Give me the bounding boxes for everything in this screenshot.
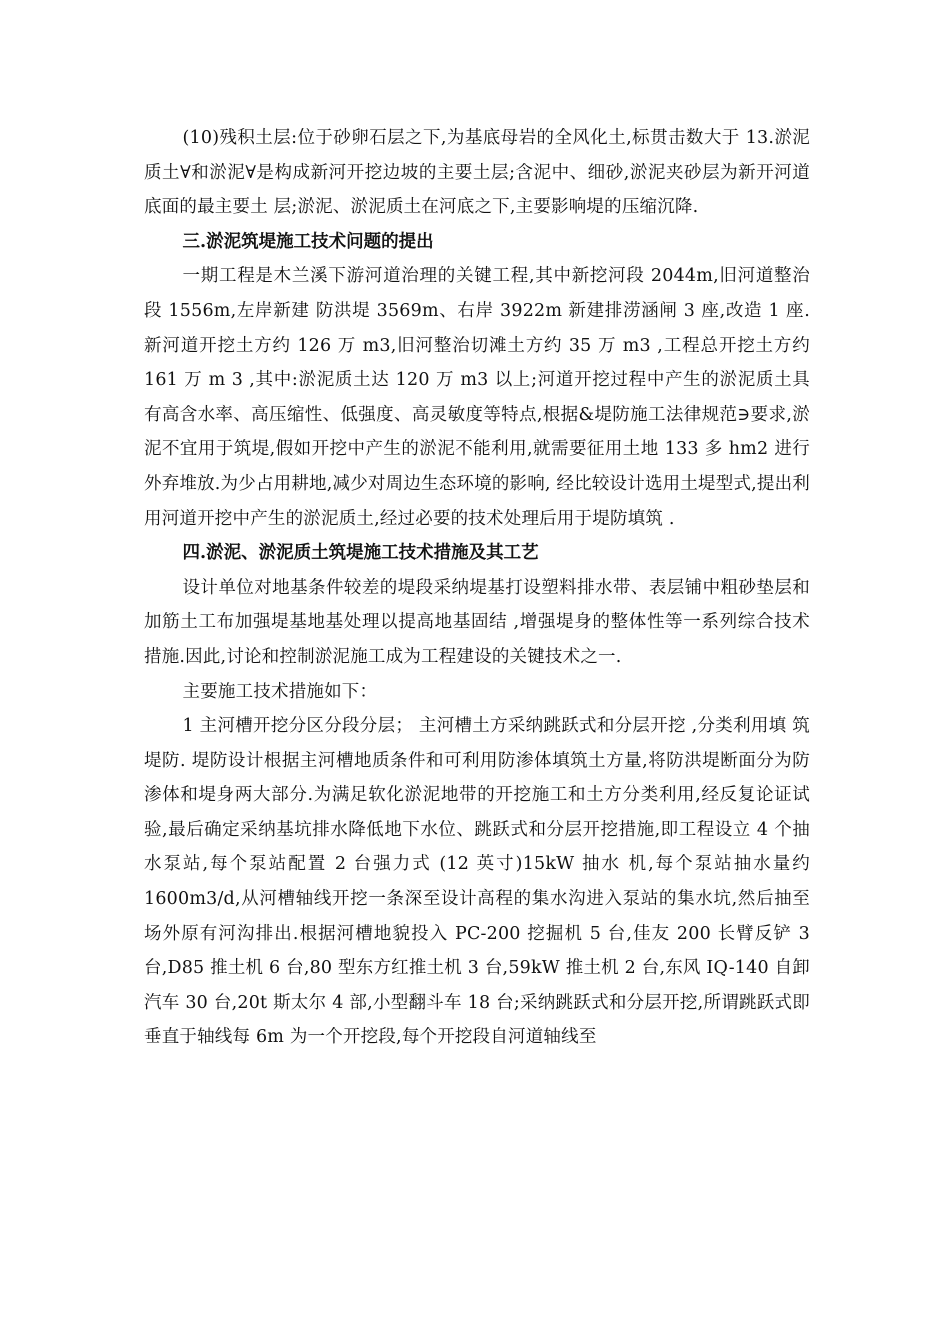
section-heading-3: 三.淤泥筑堤施工技术问题的提出	[182, 231, 434, 252]
paragraph-design-measures: 设计单位对地基条件较差的堤段采纳堤基打设塑料排水带、表层铺中粗砂垫层和加筋土工布加强堤基地基处理以提高地基固结 ,增强堤身的整体性等一系列综合技术措施.因此,讨论和控制淤泥施工成为工程建设的关键技术之一.	[144, 577, 810, 667]
paragraph-main-measures-intro: 主要施工技术措施如下：	[182, 681, 378, 702]
paragraph-residual-soil: (10)残积土层:位于砂卵石层之下,为基底母岩的全风化土,标贯击数大于 13.淤泥质土∀和淤泥∀是构成新河开挖边坡的主要土层;含泥中、细砂,淤泥夹砂层为新开河道底面的最主要土 层;淤泥、淤泥质土在河底之下,主要影响堤的压缩沉降.	[144, 128, 810, 218]
section-heading-4: 四.淤泥、淤泥质土筑堤施工技术措施及其工艺	[182, 543, 539, 564]
paragraph-excavation-details: 1 主河槽开挖分区分段分层； 主河槽土方采纳跳跃式和分层开挖 ,分类利用填 筑堤防. 堤防设计根据主河槽地质条件和可利用防渗体填筑土方量,将防洪堤断面分为防渗体和堤身两大部分.为满足软化淤泥地带的开挖施工和土方分类利用,经反复论证试验,最后确定采纳基坑排水降低地下水位、跳跃式和分层开挖措施,即工程设立 4 个抽水泵站,每个泵站配置 2 台强力式 (12 英寸)15kW 抽水 机,每个泵站抽水量约 1600m3/d,从河槽轴线开挖一条深至设计高程的集水沟进入泵站的集水坑,然后抽至场外原有河沟排出.根据河槽地貌投入 PC-200 挖掘机 5 台,佳友 200 长臂反铲 3 台,D85 推土机 6 台,80 型东方红推土机 3 台,59kW 推土机 2 台,东风 IQ-140 自卸汽车 30 台,20t 斯太尔 4 部,小型翻斗车 18 台;采纳跳跃式和分层开挖,所谓跳跃式即垂直于轴线每 6m 为一个开挖段,每个开挖段自河道轴线至	[144, 716, 810, 1048]
paragraph-project-overview: 一期工程是木兰溪下游河道治理的关键工程,其中新挖河段 2044m,旧河道整治段 1556m,左岸新建 防洪堤 3569m、右岸 3922m 新建排涝涵闸 3 座,改造 1 座.新河道开挖土方约 126 万 m3,旧河整治切滩土方约 35 万 m3 ,工程总开挖土方约 161 万 m 3 ,其中:淤泥质土达 120 万 m3 以上;河道开挖过程中产生的淤泥质土具有高含水率、高压缩性、低强度、高灵敏度等特点,根据&堤防施工法律规范∋要求,淤泥不宜用于筑堤,假如开挖中产生的淤泥不能利用,就需要征用土地 133 多 hm2 进行外弃堆放.为少占用耕地,减少对周边生态环境的影响, 经比较设计选用土堤型式,提出利用河道开挖中产生的淤泥质土,经过必要的技术处理后用于堤防填筑 .	[144, 266, 811, 529]
